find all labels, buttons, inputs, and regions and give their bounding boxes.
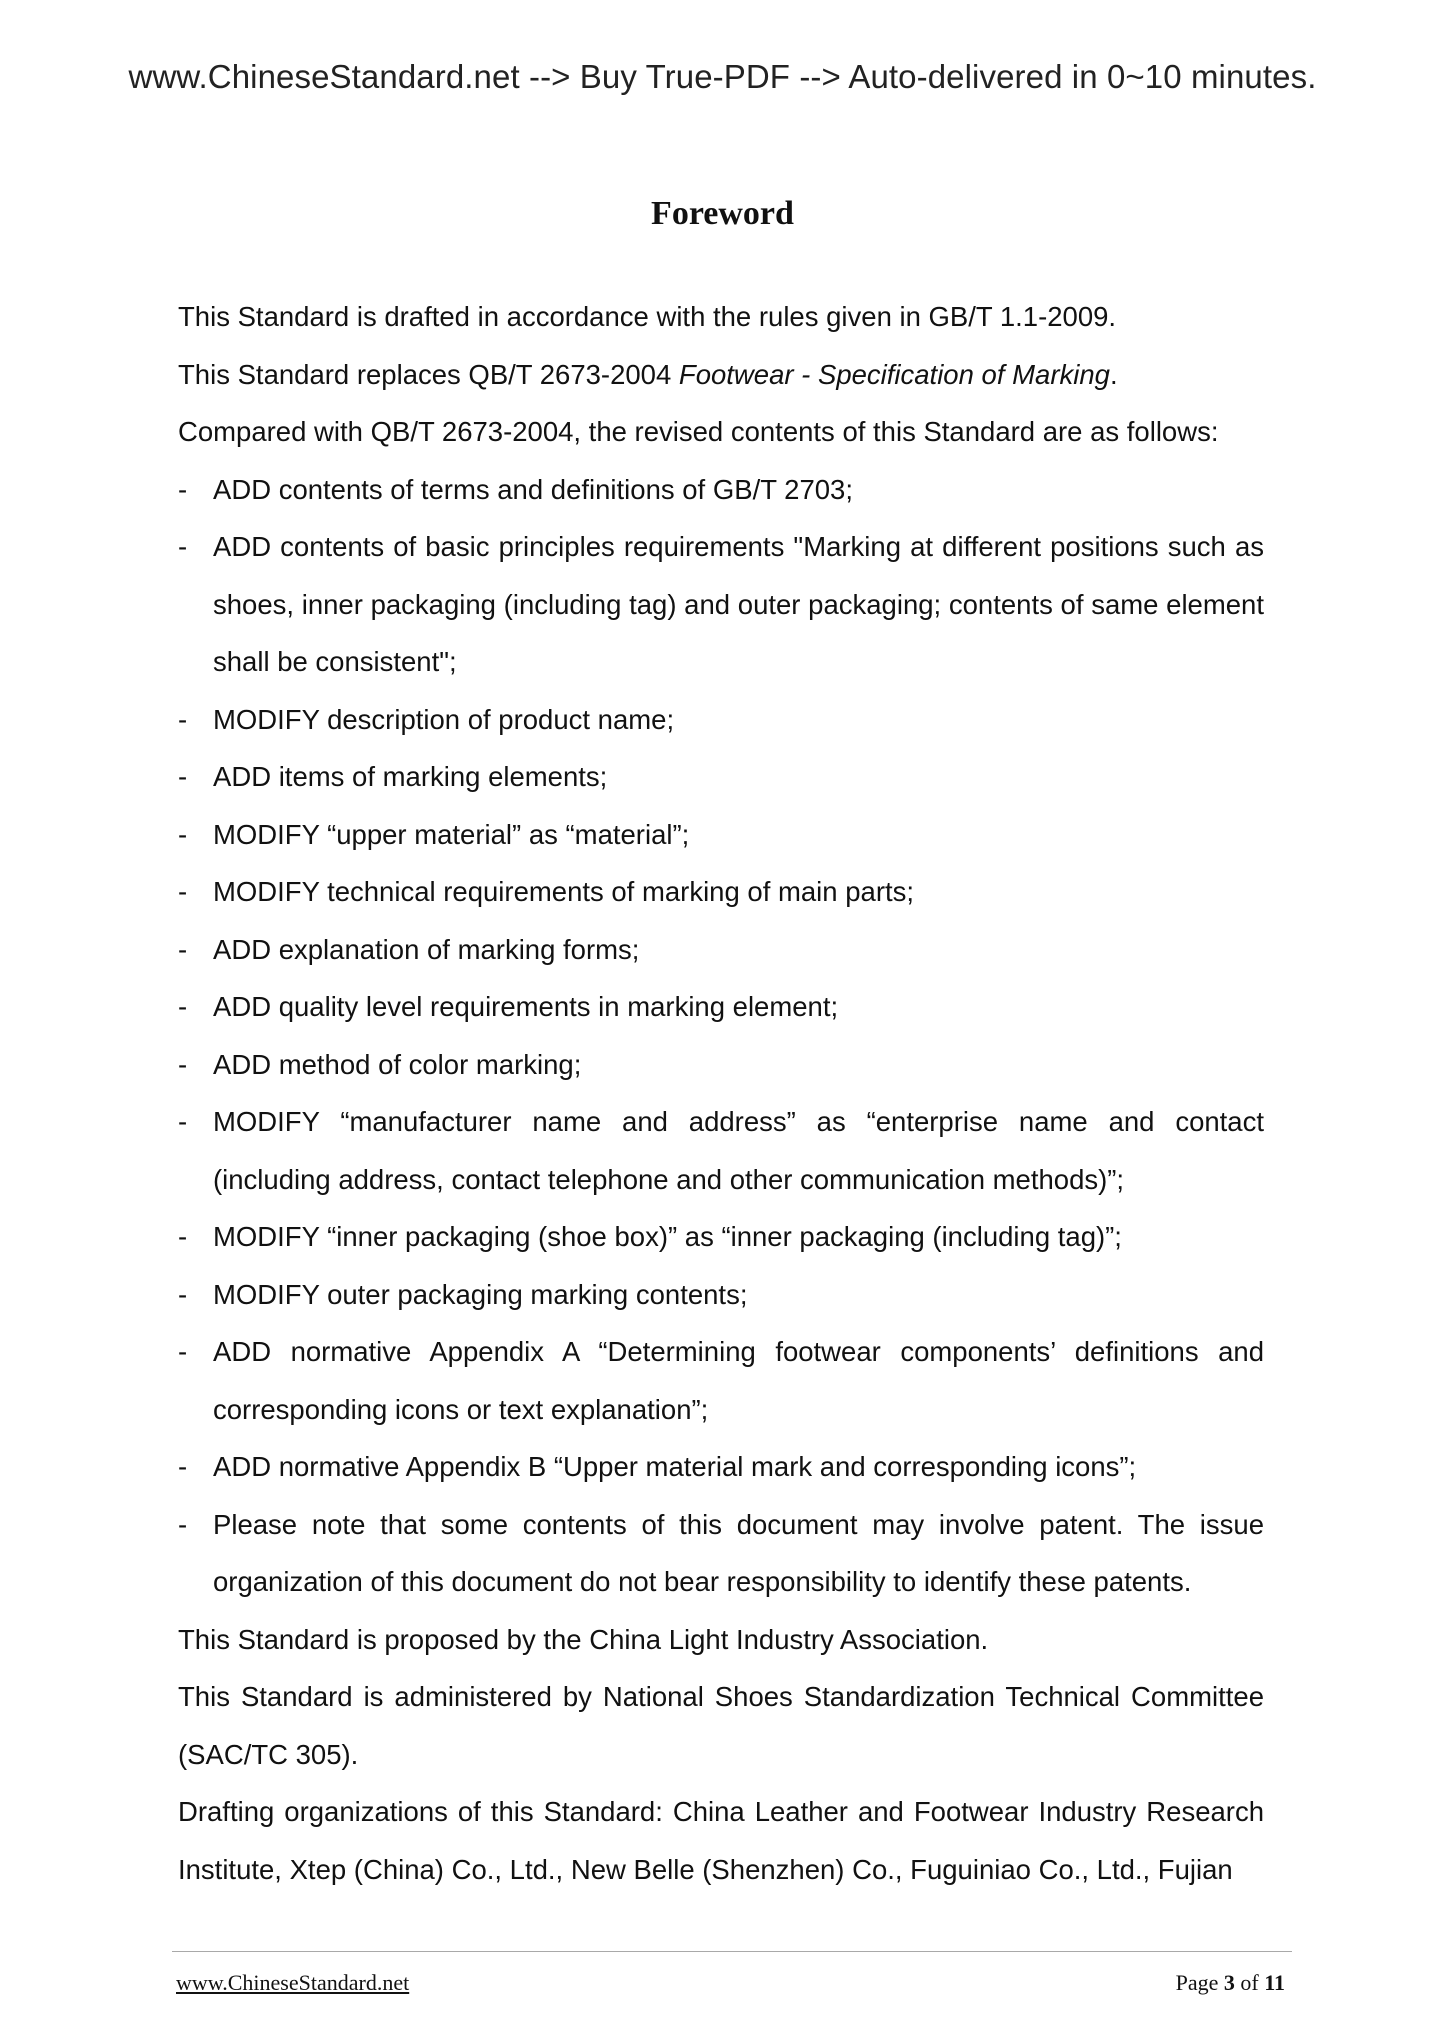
- list-item: [178, 1036, 1264, 1094]
- page-label: Page: [1175, 1970, 1224, 1995]
- list-dash: -: [178, 531, 188, 562]
- closing-paragraph: This Standard is proposed by the China Light Industry Association.: [178, 1623, 989, 1655]
- list-item: [178, 1208, 1264, 1266]
- replaces-prefix: This Standard replaces QB/T 2673-2004: [178, 358, 679, 390]
- list-item: [178, 1266, 1264, 1324]
- list-dash: -: [178, 818, 188, 850]
- list-item-text: ADD method of color marking;: [213, 1048, 582, 1080]
- list-item-text: MODIFY technical requirements of marking of main parts;: [213, 876, 915, 907]
- list-item-text: ADD contents of basic principles requirements "Marking at different positions such as shoes, inner packaging (including tag) and outer packaging; contents of same element shall be consistent";: [213, 531, 1264, 677]
- list-item: [178, 1093, 1264, 1208]
- list-item-text: ADD explanation of marking forms;: [213, 933, 640, 965]
- list-item-text: MODIFY “inner packaging (shoe box)” as “inner packaging (including tag)”;: [213, 1221, 1122, 1252]
- list-item: [178, 461, 1264, 519]
- list-dash: -: [178, 1048, 188, 1080]
- list-item: [178, 1438, 1264, 1496]
- list-item-text: ADD normative Appendix B “Upper material mark and corresponding icons”;: [213, 1451, 1137, 1482]
- list-item-text: ADD quality level requirements in marking element;: [213, 991, 839, 1022]
- list-item-text: MODIFY outer packaging marking contents;: [213, 1278, 748, 1310]
- list-dash: -: [178, 1221, 188, 1252]
- list-item: [178, 921, 1264, 979]
- list-item-text: ADD contents of terms and definitions of GB/T 2703;: [213, 473, 853, 505]
- list-dash: -: [178, 933, 188, 965]
- replaces-suffix: .: [1109, 358, 1118, 390]
- list-item-text: ADD normative Appendix A “Determining footwear components’ definitions and corresponding icons or text explanation”;: [213, 1336, 1264, 1425]
- list-item: [178, 863, 1264, 921]
- closing-paragraph: Drafting organizations of this Standard: China Leather and Footwear Industry Research Institute, Xtep (China) Co., Ltd., New Belle (Shenzhen) Co., Fuguiniao Co., Ltd., Fujian: [178, 1796, 1264, 1885]
- intro-paragraph: Compared with QB/T 2673-2004, the revised contents of this Standard are as follows:: [178, 416, 1219, 447]
- replaces-paragraph: [178, 346, 1264, 404]
- list-item: [178, 806, 1264, 864]
- list-item-text: MODIFY “upper material” as “material”;: [213, 818, 690, 850]
- document-body: [178, 288, 1264, 1898]
- list-dash: -: [178, 1451, 188, 1482]
- list-item-text: ADD items of marking elements;: [213, 761, 608, 792]
- list-dash: -: [178, 991, 188, 1022]
- list-dash: -: [178, 1336, 188, 1367]
- closing-paragraph: This Standard is administered by National Shoes Standardization Technical Committee (SAC/TC 305).: [178, 1681, 1264, 1770]
- list-item: [178, 1323, 1264, 1438]
- intro-paragraph: This Standard is drafted in accordance with the rules given in GB/T 1.1-2009.: [178, 301, 1117, 332]
- list-item: [178, 1496, 1264, 1611]
- list-item-text: Please note that some contents of this document may involve patent. The issue organization of this document do not bear responsibility to identify these patents.: [213, 1508, 1264, 1597]
- list-dash: -: [178, 703, 188, 735]
- footer-divider: [172, 1951, 1292, 1952]
- list-item: [178, 518, 1264, 691]
- list-item-text: MODIFY description of product name;: [213, 703, 675, 735]
- list-item-text: MODIFY “manufacturer name and address” as “enterprise name and contact (including address, contact telephone and other communication methods)”;: [213, 1106, 1264, 1195]
- page-number: [1176, 1970, 1285, 1996]
- list-dash: -: [178, 1278, 188, 1310]
- list-dash: -: [178, 473, 188, 505]
- footer-site-link[interactable]: www.ChineseStandard.net: [176, 1970, 410, 1995]
- page-current: 3: [1223, 1970, 1235, 1995]
- list-item: [178, 748, 1264, 806]
- page-title: Foreword: [651, 195, 794, 232]
- list-item: [178, 691, 1264, 749]
- page-of-label: of: [1234, 1970, 1265, 1995]
- list-dash: -: [178, 761, 188, 792]
- page-header-banner: www.ChineseStandard.net --> Buy True-PDF --> Auto-delivered in 0~10 minutes.: [128, 58, 1317, 95]
- replaced-standard-title: Footwear - Specification of Marking: [678, 358, 1110, 390]
- list-dash: -: [178, 876, 188, 907]
- list-dash: -: [178, 1508, 188, 1540]
- list-dash: -: [178, 1106, 188, 1137]
- page-total: 11: [1264, 1970, 1285, 1995]
- list-item: [178, 978, 1264, 1036]
